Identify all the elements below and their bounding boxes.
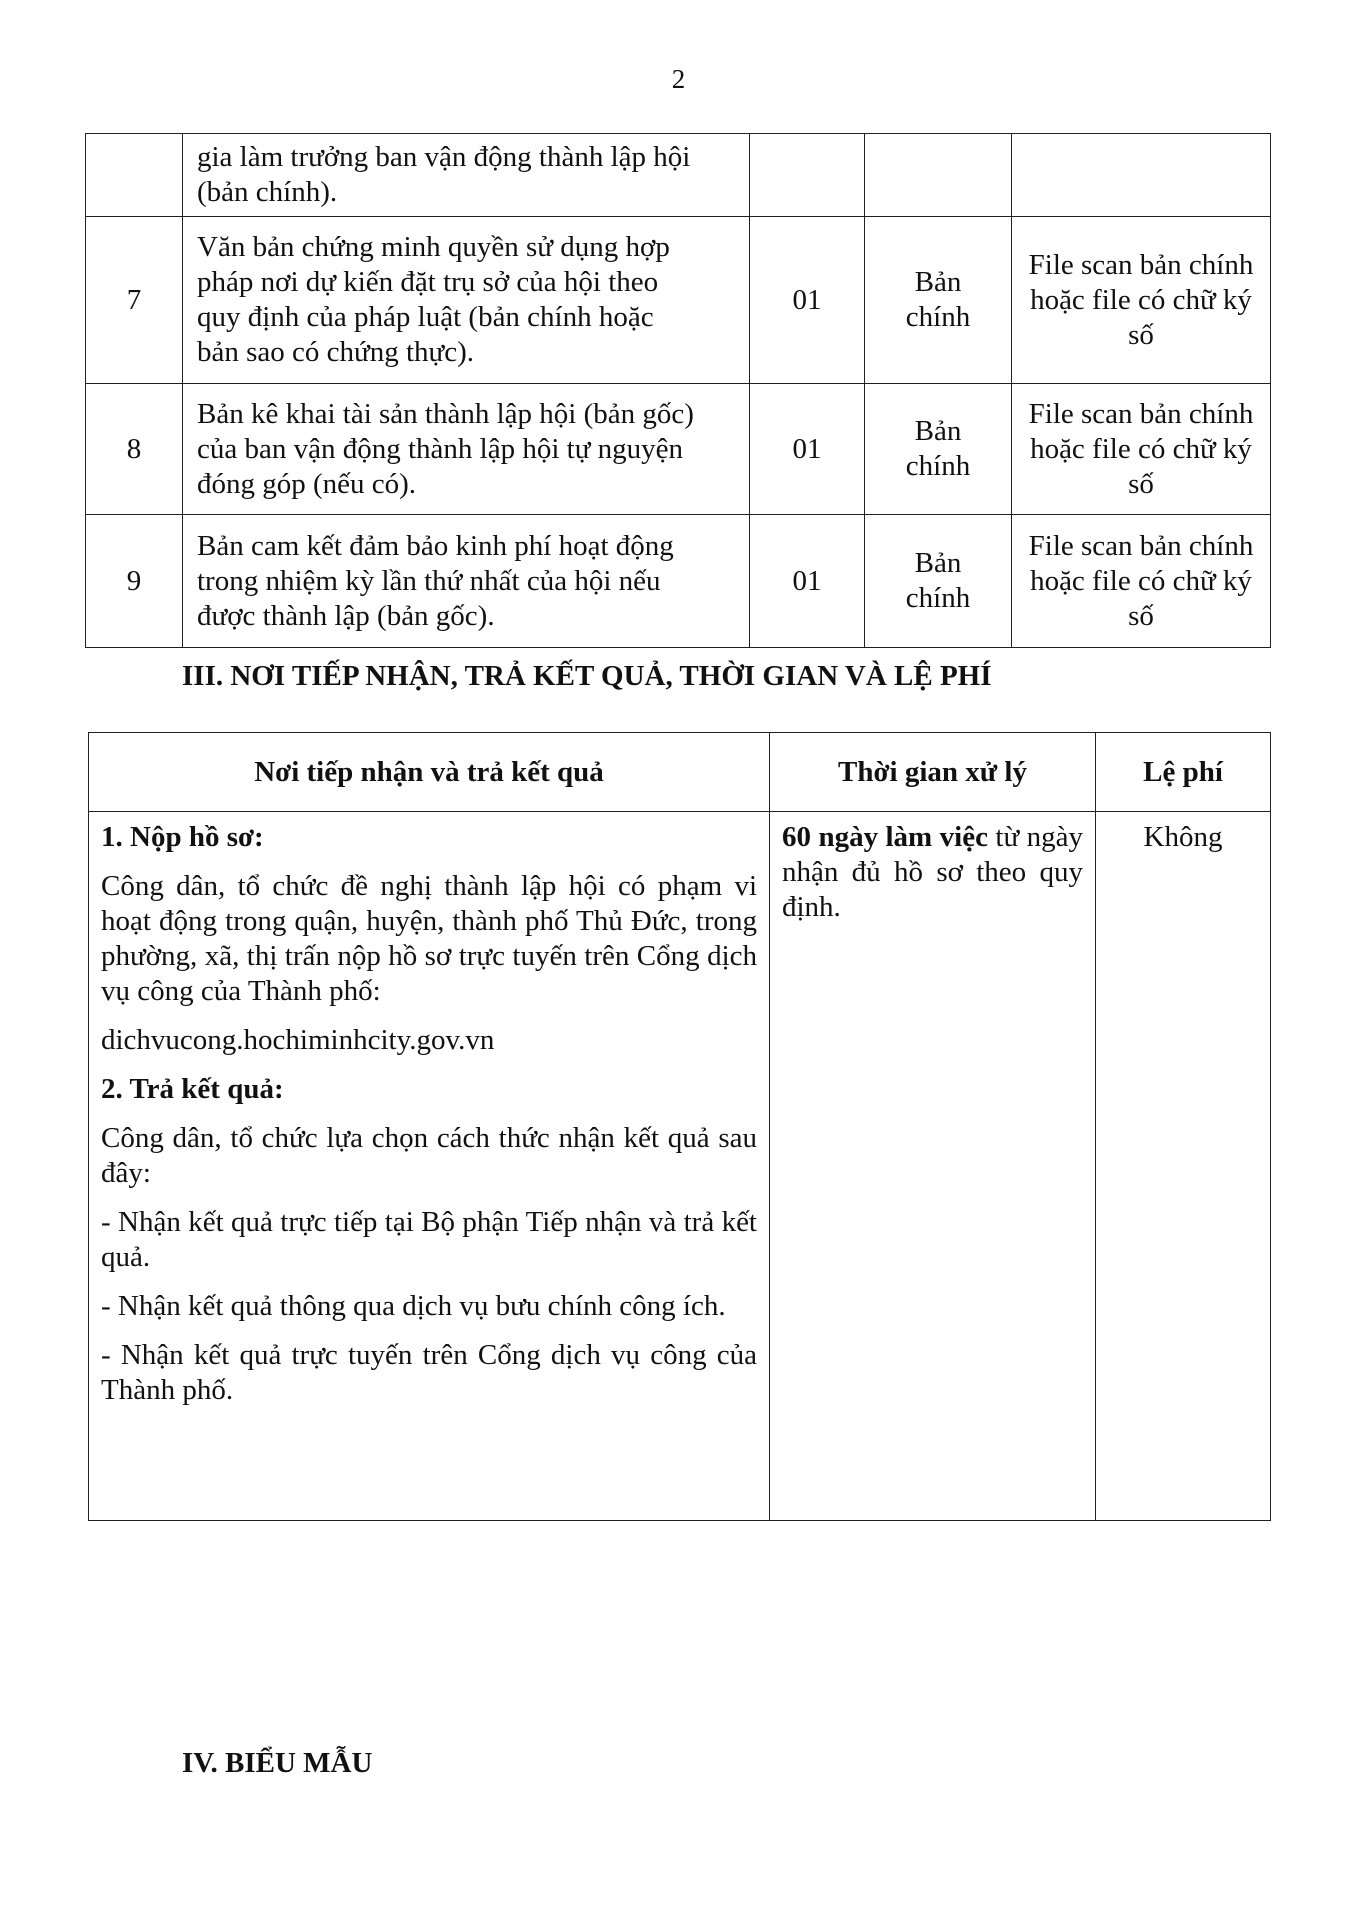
time-bold: 60 ngày làm việc <box>782 821 988 853</box>
text-line: được thành lập (bản gốc). <box>197 599 495 632</box>
row-number-cell: 8 <box>86 384 183 515</box>
text-line: File scan bản chính <box>1028 529 1254 562</box>
document-name-cell <box>183 515 750 648</box>
text-line: Bản <box>914 266 962 298</box>
receiving-table <box>88 732 1271 1521</box>
text-line: hoặc file có chữ ký <box>1030 432 1252 465</box>
text-line: chính <box>905 582 971 614</box>
text-line: pháp nơi dự kiến đặt trụ sở của hội theo <box>197 266 659 298</box>
result-option: - Nhận kết quả trực tuyến trên Cổng dịch vụ công của Thành phố. <box>101 1339 757 1406</box>
copy-type-cell <box>865 134 1012 217</box>
quantity-cell: 01 <box>750 384 865 515</box>
text-line: của ban vận động thành lập hội tự nguyện <box>197 432 684 465</box>
section-3-title: III. NƠI TIẾP NHẬN, TRẢ KẾT QUẢ, THỜI GIAN VÀ LỆ PHÍ <box>182 660 992 692</box>
submit-url: dichvucong.hochiminhcity.gov.vn <box>101 1024 495 1056</box>
place-cell <box>89 812 770 1521</box>
page-number: 2 <box>671 64 686 94</box>
row-number-cell: 7 <box>86 217 183 384</box>
text-line: Bản <box>914 547 962 579</box>
quantity-cell: 01 <box>750 515 865 648</box>
header-place: Nơi tiếp nhận và trả kết quả <box>89 733 770 812</box>
quantity-cell: 01 <box>750 217 865 384</box>
result-heading: 2. Trả kết quả: <box>101 1073 284 1105</box>
text-line: đóng góp (nếu có). <box>197 467 417 500</box>
copy-type-cell <box>865 515 1012 648</box>
submit-heading: 1. Nộp hồ sơ: <box>101 821 264 853</box>
form-cell <box>1012 515 1271 648</box>
text-line: chính <box>905 301 971 333</box>
text-line: gia làm trưởng ban vận động thành lập hội <box>197 141 691 173</box>
fee-cell: Không <box>1096 812 1271 1521</box>
submit-text: Công dân, tổ chức đề nghị thành lập hội có phạm vi hoạt động trong quận, huyện, thành phố Thủ Đức, trong phường, xã, thị trấn nộp hồ sơ trực tuyến trên Cổng dịch vụ công của Thành phố: <box>101 870 757 1007</box>
document-name-cell <box>183 134 750 217</box>
text-line: chính <box>905 450 971 482</box>
text-line: Bản <box>914 415 962 447</box>
result-option: - Nhận kết quả thông qua dịch vụ bưu chính công ích. <box>101 1290 726 1322</box>
table-row <box>86 384 1271 515</box>
result-option: - Nhận kết quả trực tiếp tại Bộ phận Tiếp nhận và trả kết quả. <box>101 1206 757 1273</box>
table-row <box>86 134 1271 217</box>
form-cell <box>1012 134 1271 217</box>
documents-table <box>85 133 1271 648</box>
table-header-row <box>89 733 1271 812</box>
text-line: số <box>1128 599 1154 632</box>
table-row <box>86 217 1271 384</box>
text-line: bản sao có chứng thực). <box>197 336 475 368</box>
text-line: File scan bản chính <box>1028 397 1254 430</box>
result-text: Công dân, tổ chức lựa chọn cách thức nhận kết quả sau đây: <box>101 1122 757 1189</box>
text-line: số <box>1128 467 1154 500</box>
text-line: hoặc file có chữ ký <box>1030 283 1252 316</box>
text-line: (bản chính). <box>197 176 338 208</box>
text-line: hoặc file có chữ ký <box>1030 564 1252 597</box>
text-line: Bản cam kết đảm bảo kinh phí hoạt động <box>197 529 674 562</box>
copy-type-cell <box>865 384 1012 515</box>
text-line: số <box>1128 318 1154 351</box>
document-name-cell <box>183 384 750 515</box>
text-line: Bản kê khai tài sản thành lập hội (bản gốc) <box>197 397 694 430</box>
time-cell <box>770 812 1096 1521</box>
section-4-title: IV. BIỂU MẪU <box>182 1747 373 1779</box>
row-number-cell: 9 <box>86 515 183 648</box>
table-row <box>89 812 1271 1521</box>
text-line: quy định của pháp luật (bản chính hoặc <box>197 301 654 333</box>
text-line: File scan bản chính <box>1028 248 1254 281</box>
copy-type-cell <box>865 217 1012 384</box>
form-cell <box>1012 384 1271 515</box>
document-name-cell <box>183 217 750 384</box>
quantity-cell <box>750 134 865 217</box>
header-time: Thời gian xử lý <box>770 733 1096 812</box>
table-row <box>86 515 1271 648</box>
form-cell <box>1012 217 1271 384</box>
text-line: Văn bản chứng minh quyền sử dụng hợp <box>197 231 670 263</box>
row-number-cell <box>86 134 183 217</box>
time-rest: từ ngày nhận đủ hồ sơ theo quy định. <box>782 821 1083 923</box>
header-fee: Lệ phí <box>1096 733 1271 812</box>
text-line: trong nhiệm kỳ lần thứ nhất của hội nếu <box>197 564 661 597</box>
